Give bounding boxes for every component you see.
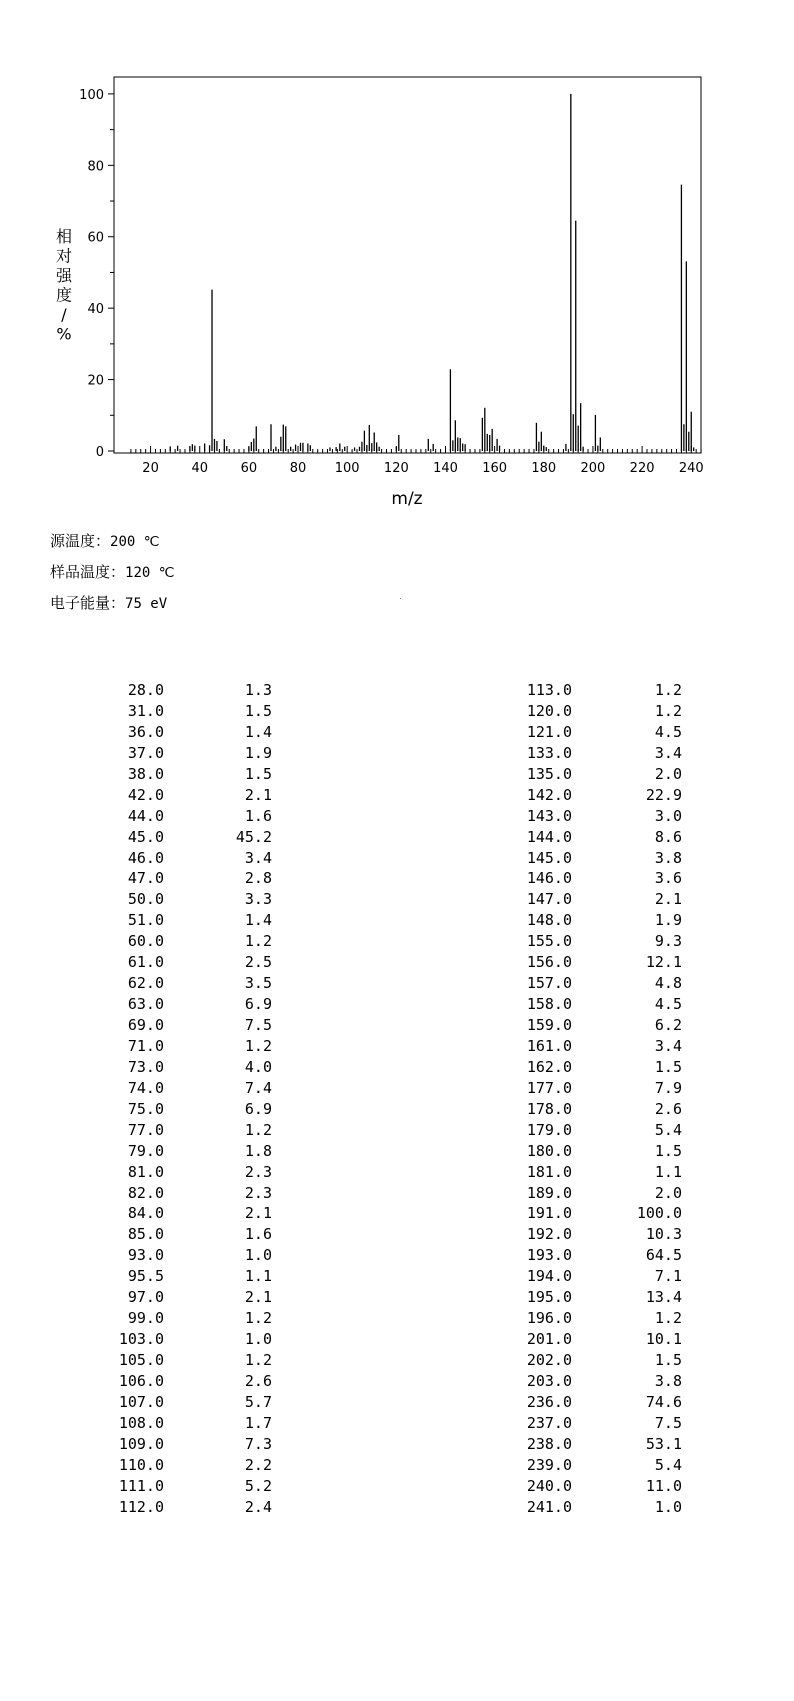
y-axis-ticks [79, 88, 114, 460]
peak-abundance: 1.2 [244, 1309, 272, 1328]
peak-abundance: 7.3 [244, 1434, 272, 1453]
peak-row [500, 1120, 682, 1141]
peak-abundance: 1.8 [244, 1141, 272, 1160]
peak-mz: 111.0 [118, 1476, 164, 1495]
y-tick-label: 40 [87, 302, 104, 318]
peak-table-right [500, 680, 682, 1518]
peak-row [100, 1413, 272, 1434]
peak-mz: 37.0 [127, 743, 164, 762]
x-tick-label: 80 [289, 461, 307, 476]
peak-abundance: 64.5 [645, 1246, 682, 1265]
peak-row [100, 1476, 272, 1497]
peak-row [500, 1266, 682, 1287]
peak-abundance: 6.9 [244, 1099, 272, 1118]
peak-row [100, 743, 272, 764]
peak-mz: 103.0 [118, 1330, 164, 1349]
peak-row [500, 848, 682, 869]
peak-abundance: 3.4 [654, 1036, 682, 1055]
peak-row [500, 1162, 682, 1183]
peak-abundance: 1.5 [244, 764, 272, 783]
peak-abundance: 10.1 [645, 1330, 682, 1349]
y-label-char: 度 [55, 285, 73, 305]
peak-row [500, 994, 682, 1015]
y-tick-label: 80 [87, 159, 104, 175]
peak-mz: 45.0 [127, 827, 164, 846]
peak-abundance: 2.1 [244, 1204, 272, 1223]
peak-abundance: 1.3 [244, 681, 272, 699]
peak-mz: 82.0 [127, 1183, 164, 1202]
peak-abundance: 53.1 [645, 1434, 682, 1453]
peak-row [100, 1183, 272, 1204]
peak-mz: 71.0 [127, 1036, 164, 1055]
peak-row [500, 973, 682, 994]
peak-abundance: 9.3 [654, 932, 682, 951]
peak-mz: 84.0 [127, 1204, 164, 1223]
peak-mz: 38.0 [127, 764, 164, 783]
peak-row [100, 1203, 272, 1224]
peak-row [500, 680, 682, 701]
peak-mz: 112.0 [118, 1497, 164, 1516]
peak-row [500, 952, 682, 973]
peak-mz: 161.0 [526, 1036, 572, 1055]
peak-abundance: 2.6 [654, 1099, 682, 1118]
peak-mz: 63.0 [127, 995, 164, 1014]
peak-abundance: 7.9 [654, 1078, 682, 1097]
peak-row [100, 1245, 272, 1266]
peak-abundance: 1.2 [244, 1036, 272, 1055]
peak-row [100, 973, 272, 994]
peak-row [100, 1287, 272, 1308]
y-tick-label: 20 [87, 373, 104, 389]
peak-mz: 113.0 [526, 681, 572, 699]
peak-row [100, 680, 272, 701]
x-tick-label: 100 [334, 461, 360, 476]
peak-row [100, 1392, 272, 1413]
peak-row [500, 1203, 682, 1224]
peak-abundance: 3.8 [654, 848, 682, 867]
peak-abundance: 2.3 [244, 1162, 272, 1181]
x-tick-label: 200 [580, 461, 606, 476]
peak-row [500, 1392, 682, 1413]
electron-energy [50, 592, 167, 613]
peak-abundance: 3.0 [654, 806, 682, 825]
source-temperature [50, 530, 159, 551]
peak-mz: 31.0 [127, 701, 164, 720]
peak-row [100, 994, 272, 1015]
peak-abundance: 2.8 [244, 869, 272, 888]
peak-abundance: 12.1 [645, 953, 682, 972]
peak-abundance: 2.1 [244, 1288, 272, 1307]
peak-row [100, 931, 272, 952]
peak-mz: 202.0 [526, 1351, 572, 1369]
peak-abundance: 74.6 [645, 1392, 682, 1411]
peak-abundance: 2.0 [654, 1183, 682, 1202]
peak-row [500, 701, 682, 722]
peak-row [100, 827, 272, 848]
peak-table-left [100, 680, 272, 1518]
peak-row [500, 1350, 682, 1371]
peak-mz: 106.0 [118, 1371, 164, 1390]
condition-value: 120 ℃ [125, 565, 175, 581]
mass-spectrum-chart [0, 0, 794, 560]
peak-row [100, 764, 272, 785]
peak-row [100, 910, 272, 931]
peak-abundance: 2.6 [244, 1371, 272, 1390]
peak-abundance: 7.5 [244, 1016, 272, 1034]
peak-mz: 178.0 [526, 1099, 572, 1118]
peak-mz: 36.0 [127, 722, 164, 741]
y-label-char: 强 [55, 266, 73, 285]
peak-abundance: 1.2 [244, 1351, 272, 1369]
peak-abundance: 1.2 [654, 1309, 682, 1328]
peak-row [500, 827, 682, 848]
peak-abundance: 3.4 [654, 743, 682, 762]
peak-abundance: 5.4 [654, 1120, 682, 1139]
peak-abundance: 2.0 [654, 764, 682, 783]
peak-mz: 155.0 [526, 932, 572, 951]
peak-mz: 107.0 [118, 1392, 164, 1411]
peak-row [100, 1141, 272, 1162]
peak-mz: 158.0 [526, 995, 572, 1014]
peak-mz: 191.0 [526, 1204, 572, 1223]
peak-mz: 142.0 [526, 785, 572, 804]
peak-abundance: 5.7 [244, 1392, 272, 1411]
peak-mz: 28.0 [127, 681, 164, 699]
peak-row [100, 1497, 272, 1518]
peak-abundance: 1.9 [244, 743, 272, 762]
y-axis-label [56, 227, 73, 344]
peak-abundance: 1.2 [654, 701, 682, 720]
peak-abundance: 4.0 [244, 1057, 272, 1076]
peak-row [100, 1329, 272, 1350]
peak-abundance: 3.3 [244, 890, 272, 909]
peak-abundance: 11.0 [645, 1476, 682, 1495]
peak-row [500, 1308, 682, 1329]
peak-mz: 105.0 [118, 1351, 164, 1369]
peak-mz: 195.0 [526, 1288, 572, 1307]
peak-abundance: 3.6 [654, 869, 682, 888]
peak-mz: 62.0 [127, 974, 164, 993]
peak-mz: 77.0 [127, 1120, 164, 1139]
peak-row [100, 868, 272, 889]
x-tick-label: 40 [191, 461, 209, 476]
peak-row [500, 785, 682, 806]
condition-label: 电子能量： [50, 594, 126, 612]
peak-mz: 145.0 [526, 848, 572, 867]
peak-row [500, 1141, 682, 1162]
peak-abundance: 4.5 [654, 995, 682, 1014]
peak-abundance: 1.0 [654, 1497, 682, 1516]
x-tick-label: 220 [629, 461, 655, 476]
peak-abundance: 1.0 [244, 1330, 272, 1349]
peak-row [100, 1036, 272, 1057]
peak-abundance: 1.5 [654, 1351, 682, 1369]
peak-abundance: 1.7 [244, 1413, 272, 1432]
peak-mz: 95.5 [127, 1267, 164, 1286]
peak-mz: 61.0 [127, 953, 164, 972]
peak-abundance: 45.2 [235, 827, 272, 846]
peak-abundance: 2.4 [244, 1497, 272, 1516]
peak-row [500, 1036, 682, 1057]
peak-mz: 144.0 [526, 827, 572, 846]
peak-mz: 237.0 [526, 1413, 572, 1432]
condition-label: 样品温度： [50, 563, 126, 581]
peak-abundance: 1.5 [244, 701, 272, 720]
peak-mz: 192.0 [526, 1225, 572, 1244]
peak-mz: 162.0 [526, 1057, 572, 1076]
peak-row [100, 1099, 272, 1120]
peak-abundance: 1.1 [244, 1267, 272, 1286]
peak-abundance: 6.9 [244, 995, 272, 1014]
peak-row [100, 785, 272, 806]
y-label-char: / [61, 305, 67, 324]
spectrum-peaks [170, 94, 693, 451]
peak-mz: 85.0 [127, 1225, 164, 1244]
peak-abundance: 6.2 [654, 1016, 682, 1034]
peak-row [100, 1224, 272, 1245]
peak-mz: 110.0 [118, 1455, 164, 1474]
peak-row [500, 1371, 682, 1392]
peak-row [100, 1078, 272, 1099]
peak-abundance: 4.8 [654, 974, 682, 993]
x-tick-label: 60 [240, 461, 258, 476]
peak-row [500, 1057, 682, 1078]
peak-mz: 196.0 [526, 1309, 572, 1328]
peak-abundance: 1.4 [244, 911, 272, 930]
peak-mz: 99.0 [127, 1309, 164, 1328]
peak-row [500, 1413, 682, 1434]
peak-mz: 177.0 [526, 1078, 572, 1097]
peak-mz: 194.0 [526, 1267, 572, 1286]
peak-mz: 69.0 [127, 1016, 164, 1034]
peak-row [500, 1099, 682, 1120]
peak-mz: 47.0 [127, 869, 164, 888]
peak-row [100, 952, 272, 973]
x-tick-label: 160 [482, 461, 508, 476]
peak-abundance: 22.9 [645, 785, 682, 804]
peak-row [100, 1162, 272, 1183]
peak-abundance: 2.2 [244, 1455, 272, 1474]
peak-row [500, 1183, 682, 1204]
peak-mz: 236.0 [526, 1392, 572, 1411]
peak-abundance: 2.5 [244, 953, 272, 972]
peak-mz: 81.0 [127, 1162, 164, 1181]
x-tick-label: 180 [531, 461, 557, 476]
peak-mz: 93.0 [127, 1246, 164, 1265]
peak-abundance: 1.9 [654, 911, 682, 930]
peak-row [500, 764, 682, 785]
peak-row [500, 868, 682, 889]
peak-abundance: 1.5 [654, 1057, 682, 1076]
peak-row [500, 1434, 682, 1455]
peak-abundance: 1.2 [244, 932, 272, 951]
peak-mz: 79.0 [127, 1141, 164, 1160]
peak-mz: 238.0 [526, 1434, 572, 1453]
peak-mz: 193.0 [526, 1246, 572, 1265]
peak-mz: 146.0 [526, 869, 572, 888]
y-label-char: 对 [55, 246, 73, 266]
peak-row [100, 1371, 272, 1392]
x-tick-label: 140 [433, 461, 458, 476]
peak-row [500, 1224, 682, 1245]
y-tick-label: 60 [87, 230, 104, 246]
peak-row [500, 889, 682, 910]
peak-mz: 181.0 [526, 1162, 572, 1181]
peak-mz: 143.0 [526, 806, 572, 825]
peak-abundance: 2.1 [654, 890, 682, 909]
x-tick-label: 120 [383, 461, 409, 476]
peak-mz: 148.0 [526, 911, 572, 930]
peak-mz: 189.0 [526, 1183, 572, 1202]
peak-mz: 239.0 [526, 1455, 572, 1474]
peak-abundance: 1.2 [244, 1120, 272, 1139]
sample-temperature [50, 561, 174, 582]
peak-row [500, 931, 682, 952]
peak-abundance: 3.4 [244, 848, 272, 867]
peak-mz: 50.0 [127, 890, 164, 909]
peak-mz: 60.0 [127, 932, 164, 951]
condition-value: 75 eV [125, 596, 168, 612]
peak-mz: 203.0 [526, 1371, 572, 1390]
peak-mz: 133.0 [526, 743, 572, 762]
peak-mz: 179.0 [526, 1120, 572, 1139]
peak-abundance: 1.1 [654, 1162, 682, 1181]
peak-mz: 97.0 [127, 1288, 164, 1307]
peak-abundance: 8.6 [654, 827, 682, 846]
peak-abundance: 1.6 [244, 1225, 272, 1244]
peak-abundance: 4.5 [654, 722, 682, 741]
peak-abundance: 1.2 [654, 681, 682, 699]
peak-row [500, 1497, 682, 1518]
peak-mz: 135.0 [526, 764, 572, 783]
peak-mz: 159.0 [526, 1016, 572, 1034]
peak-row [500, 1078, 682, 1099]
plot-frame [114, 77, 701, 453]
peak-mz: 73.0 [127, 1057, 164, 1076]
peak-row [100, 722, 272, 743]
x-tick-label: 20 [142, 461, 159, 476]
peak-abundance: 7.5 [654, 1413, 682, 1432]
peak-abundance: 2.3 [244, 1183, 272, 1202]
peak-mz: 120.0 [526, 701, 572, 720]
peak-row [100, 806, 272, 827]
peak-abundance: 7.4 [244, 1078, 272, 1097]
peak-mz: 240.0 [526, 1476, 572, 1495]
peak-mz: 51.0 [127, 911, 164, 930]
peak-mz: 108.0 [118, 1413, 164, 1432]
peak-mz: 42.0 [127, 785, 164, 804]
condition-value: 200 ℃ [110, 534, 160, 550]
peak-row [500, 722, 682, 743]
peak-row [500, 1245, 682, 1266]
peak-row [500, 1287, 682, 1308]
peak-row [100, 889, 272, 910]
y-label-char: % [56, 324, 72, 344]
peak-mz: 74.0 [127, 1078, 164, 1097]
peak-mz: 121.0 [526, 722, 572, 741]
peak-mz: 201.0 [526, 1330, 572, 1349]
peak-abundance: 1.6 [244, 806, 272, 825]
peak-row [100, 1120, 272, 1141]
peak-row [100, 701, 272, 722]
stray-dot [400, 598, 401, 599]
peak-mz: 46.0 [127, 848, 164, 867]
peak-row [500, 1015, 682, 1036]
peak-row [500, 1329, 682, 1350]
peak-row [100, 1015, 272, 1036]
peak-abundance: 100.0 [636, 1204, 682, 1223]
peak-mz: 44.0 [127, 806, 164, 825]
peak-abundance: 5.2 [244, 1476, 272, 1495]
peak-row [100, 1455, 272, 1476]
peak-abundance: 1.5 [654, 1141, 682, 1160]
peak-row [100, 848, 272, 869]
peak-row [500, 1476, 682, 1497]
peak-mz: 156.0 [526, 953, 572, 972]
peak-abundance: 3.5 [244, 974, 272, 993]
peak-mz: 180.0 [526, 1141, 572, 1160]
peak-mz: 241.0 [526, 1497, 572, 1516]
y-tick-label: 0 [95, 445, 104, 460]
peak-mz: 157.0 [526, 974, 572, 993]
peak-row [500, 910, 682, 931]
peak-row [500, 806, 682, 827]
peak-row [100, 1434, 272, 1455]
condition-label: 源温度： [50, 532, 111, 550]
y-tick-label: 100 [79, 87, 104, 103]
peak-row [100, 1350, 272, 1371]
peak-abundance: 1.0 [244, 1246, 272, 1265]
peak-abundance: 5.4 [654, 1455, 682, 1474]
x-tick-label: 240 [678, 461, 704, 476]
peak-abundance: 3.8 [654, 1371, 682, 1390]
peak-mz: 109.0 [118, 1434, 164, 1453]
peak-row [100, 1057, 272, 1078]
peak-abundance: 13.4 [645, 1288, 682, 1307]
peak-row [100, 1266, 272, 1287]
peak-mz: 75.0 [127, 1099, 164, 1118]
peak-row [500, 1455, 682, 1476]
peak-row [100, 1308, 272, 1329]
peak-abundance: 10.3 [645, 1225, 682, 1244]
y-label-char: 相 [55, 227, 73, 246]
peak-abundance: 1.4 [244, 722, 272, 741]
peak-mz: 147.0 [526, 890, 572, 909]
x-axis-label: m/z [391, 489, 423, 509]
peak-abundance: 2.1 [244, 785, 272, 804]
peak-row [500, 743, 682, 764]
peak-abundance: 7.1 [654, 1267, 682, 1286]
